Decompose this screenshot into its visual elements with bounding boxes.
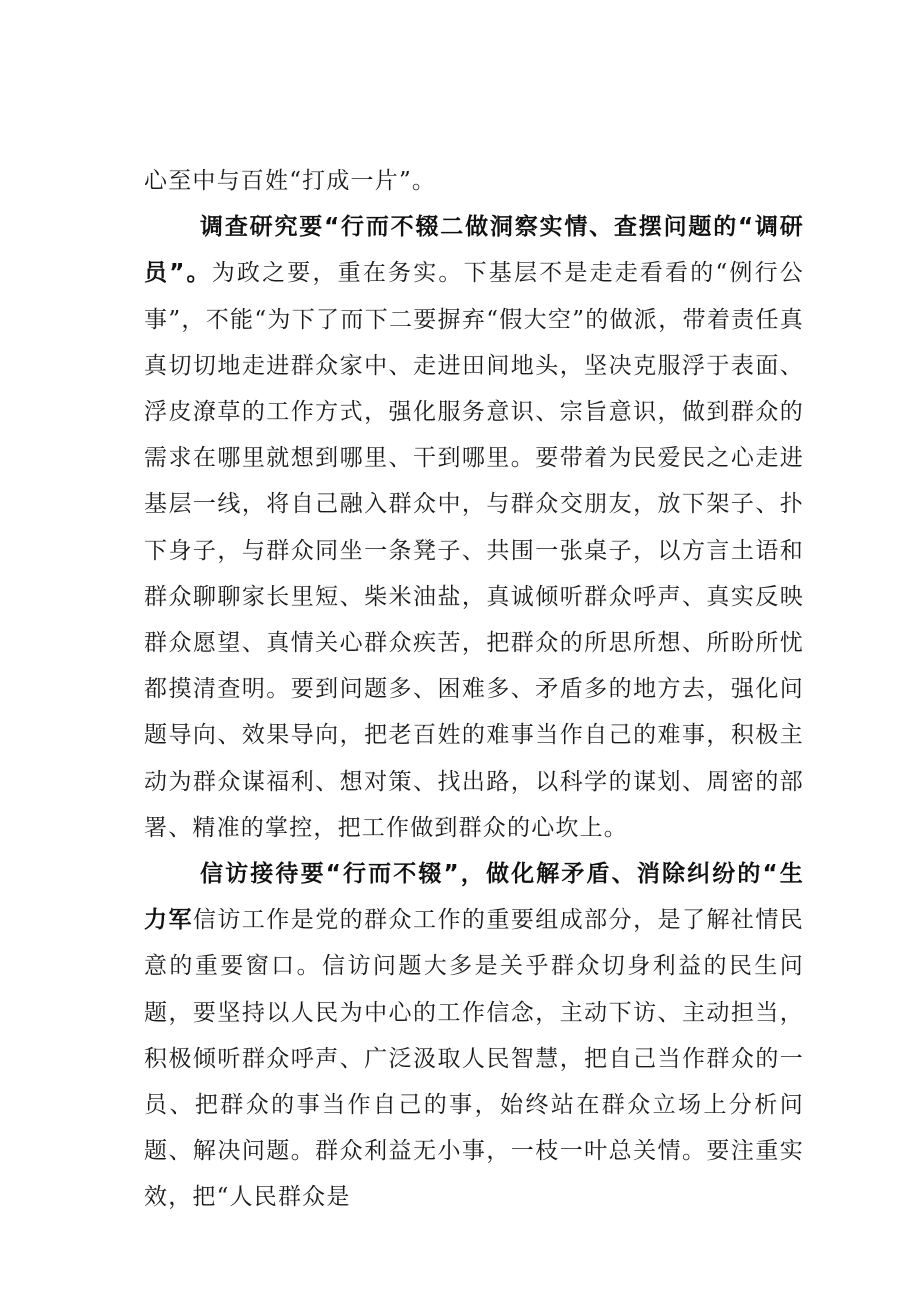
paragraph-continuation	[144, 158, 804, 204]
paragraph-research	[144, 204, 804, 851]
paragraph-text: 为政之要，重在务实。下基层不是走走看看的“例行公事”，不能“为下了而下二要摒弃“假大空”的做派，带着责任真真切切地走进群众家中、走进田间地头，坚决克服浮于表面、浮皮潦草的工作方式，强化服务意识、宗旨意识，做到群众的需求在哪里就想到哪里、干到哪里。要带着为民爱民之心走进基层一线，将自己融入群众中，与群众交朋友，放下架子、扑下身子，与群众同坐一条凳子、共围一张桌子，以方言土语和群众聊聊家长里短、柴米油盐，真诚倾听群众呼声、真实反映群众愿望、真情关心群众疾苦，把群众的所思所想、所盼所忧都摸清查明。要到问题多、困难多、矛盾多的地方去，强化问题导向、效果导向，把老百姓的难事当作自己的难事，积极主动为群众谋福利、想对策、找出路，以科学的谋划、周密的部署、精准的掌控，把工作做到群众的心坎上。	[144, 260, 804, 841]
paragraph-petition	[144, 851, 804, 1221]
document-body	[144, 158, 804, 1221]
paragraph-heading: 调查研究要“行而不辍二做洞察实情、查摆问题的“调研员”。	[144, 214, 804, 287]
paragraph-heading: 信访接待要“行而不辍”，做化解矛盾、消除纠纷的“生力军	[144, 861, 804, 934]
paragraph-text: 信访工作是党的群众工作的重要组成部分，是了解社情民意的重要窗口。信访问题大多是关乎群众切身利益的民生问题，要坚持以人民为中心的工作信念，主动下访、主动担当，积极倾听群众呼声、广泛汲取人民智慧，把自己当作群众的一员、把群众的事当作自己的事，始终站在群众立场上分析问题、解决问题。群众利益无小事，一枝一叶总关情。要注重实效，把“人民群众是	[144, 907, 805, 1211]
paragraph-text: 心至中与百姓“打成一片”。	[144, 168, 437, 194]
